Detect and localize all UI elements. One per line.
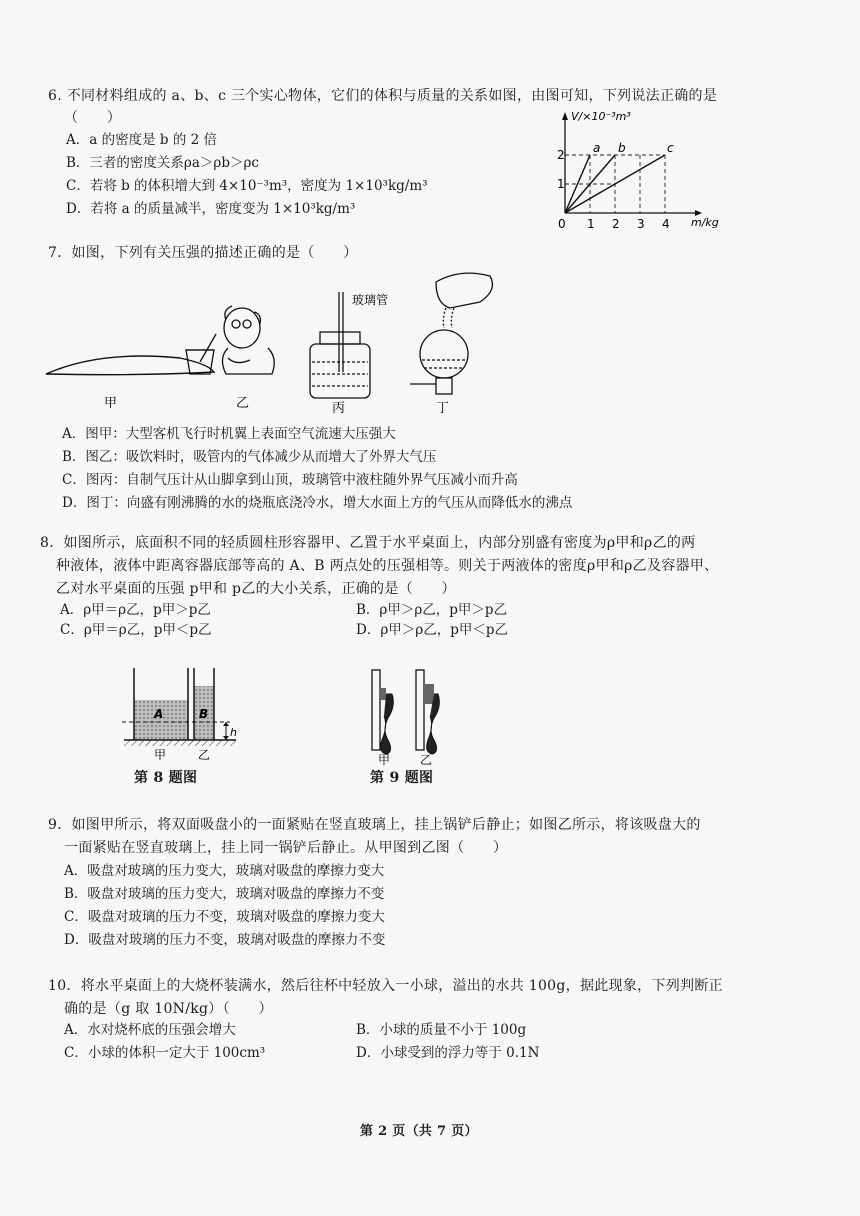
flask-drawing [410, 273, 492, 394]
q8-option-d: D．ρ甲＞ρ乙，p甲＜p乙 [356, 622, 508, 638]
q7-stem: 7．如图，下列有关压强的描述正确的是（ ） [48, 245, 358, 261]
fig9-label-yi: 乙 [420, 753, 433, 767]
q7-figures [40, 262, 560, 422]
x-tick-2: 2 [612, 217, 620, 231]
y-tick-2: 2 [557, 148, 565, 162]
q7-option-a: A．图甲：大型客机飞行时机翼上表面空气流速大压强大 [62, 426, 396, 442]
q6-option-d: D．若将 a 的质量减半，密度变为 1×10³kg/m³ [66, 201, 356, 217]
q9-stem-line1: 9．如图甲所示，将双面吸盘小的一面紧贴在竖直玻璃上，挂上锅铲后静止；如图乙所示，将该吸盘大的 [48, 817, 701, 833]
fig-label-bing: 丙 [332, 401, 346, 416]
q7-option-c: C．图丙：自制气压计从山脚拿到山顶，玻璃管中液柱随外界气压减小而升高 [62, 472, 518, 488]
page-footer: 第 2 页（共 7 页） [360, 1124, 478, 1139]
q7-option-b: B．图乙：吸饮料时，吸管内的气体减少从而增大了外界大气压 [62, 449, 437, 465]
label-a: a [593, 141, 601, 155]
y-tick-1: 1 [557, 177, 565, 191]
x-tick-1: 1 [587, 217, 595, 231]
q10-option-d: D．小球受到的浮力等于 0.1N [356, 1045, 540, 1061]
q9-suction-cup-figure [360, 660, 470, 765]
fig9-label-jia: 甲 [378, 753, 391, 767]
q10-stem-line1: 10．将水平桌面上的大烧杯装满水，然后往杯中轻放入一小球，溢出的水共 100g，据此现象，下列判断正 [48, 978, 723, 994]
barometer-drawing [310, 292, 370, 398]
container-jia-label: 甲 [154, 748, 167, 762]
q8-stem-line2: 种液体，液体中距离容器底部等高的 A、B 两点处的压强相等。则关于两液体的密度ρ甲和ρ乙及容器甲、 [56, 558, 719, 574]
q6-volume-mass-graph [545, 108, 735, 233]
q9-option-c: C．吸盘对玻璃的压力不变，玻璃对吸盘的摩擦力变大 [64, 909, 385, 925]
label-b: b [618, 141, 626, 155]
height-label: h [230, 726, 237, 739]
y-axis-label: V/×10⁻³m³ [571, 110, 631, 123]
q10-option-b: B．小球的质量不小于 100g [356, 1022, 527, 1038]
container-yi-label: 乙 [198, 748, 211, 762]
q10-option-a: A．水对烧杯底的压强会增大 [64, 1022, 236, 1038]
q9-option-b: B．吸盘对玻璃的压力变大，玻璃对吸盘的摩擦力不变 [64, 886, 385, 902]
q6-option-a: A．a 的密度是 b 的 2 倍 [66, 132, 217, 148]
fig-label-jia: 甲 [104, 396, 118, 411]
q7-option-d: D．图丁：向盛有刚沸腾的水的烧瓶底浇冷水，增大水面上方的气压从而降低水的沸点 [62, 495, 573, 511]
x-tick-4: 4 [662, 217, 670, 231]
q8-containers-figure [118, 660, 258, 760]
point-b-label: B [199, 707, 209, 721]
q8-stem-line1: 8．如图所示，底面积不同的轻质圆柱形容器甲、乙置于水平桌面上，内部分别盛有密度为ρ甲和ρ乙的两 [40, 535, 696, 551]
q9-option-a: A．吸盘对玻璃的压力变大，玻璃对吸盘的摩擦力变大 [64, 863, 385, 879]
q6-stem: 6. 不同材料组成的 a、b、c 三个实心物体，它们的体积与质量的关系如图，由图可知，下列说法正确的是 [48, 88, 718, 104]
q6-answer-paren: （ ） [64, 110, 122, 126]
q6-option-c: C．若将 b 的体积增大到 4×10⁻³m³，密度为 1×10³kg/m³ [66, 178, 428, 194]
small-cup-face [380, 688, 386, 700]
fig-label-yi: 乙 [236, 396, 250, 411]
q9-figure-caption: 第 9 题图 [370, 770, 434, 786]
q9-stem-line2: 一面紧贴在竖直玻璃上，挂上同一锅铲后静止。从甲图到乙图（ ） [64, 840, 508, 856]
point-a-label: A [154, 707, 164, 721]
q8-option-b: B．ρ甲＞ρ乙，p甲＞p乙 [356, 602, 508, 618]
q9-option-d: D．吸盘对玻璃的压力不变，玻璃对吸盘的摩擦力不变 [64, 932, 386, 948]
q8-figure-caption: 第 8 题图 [134, 770, 198, 786]
q10-stem-line2: 确的是（g 取 10N/kg）（ ） [64, 1001, 273, 1017]
x-axis-label: m/kg [691, 216, 719, 229]
x-tick-3: 3 [637, 217, 645, 231]
label-c: c [667, 141, 674, 155]
fig-label-ding: 丁 [436, 401, 450, 416]
x-tick-0: 0 [558, 217, 566, 231]
q8-option-a: A．ρ甲＝ρ乙，p甲＞p乙 [60, 602, 211, 618]
large-cup-face [424, 684, 434, 704]
q8-option-c: C．ρ甲＝ρ乙，p甲＜p乙 [60, 622, 212, 638]
q8-stem-line3: 乙对水平桌面的压强 p甲和 p乙的大小关系，正确的是（ ） [56, 581, 456, 597]
q10-option-c: C．小球的体积一定大于 100cm³ [64, 1045, 266, 1061]
glass-tube-label: 玻璃管 [352, 293, 389, 307]
q6-option-b: B．三者的密度关系ρa＞ρb＞ρc [66, 155, 259, 171]
